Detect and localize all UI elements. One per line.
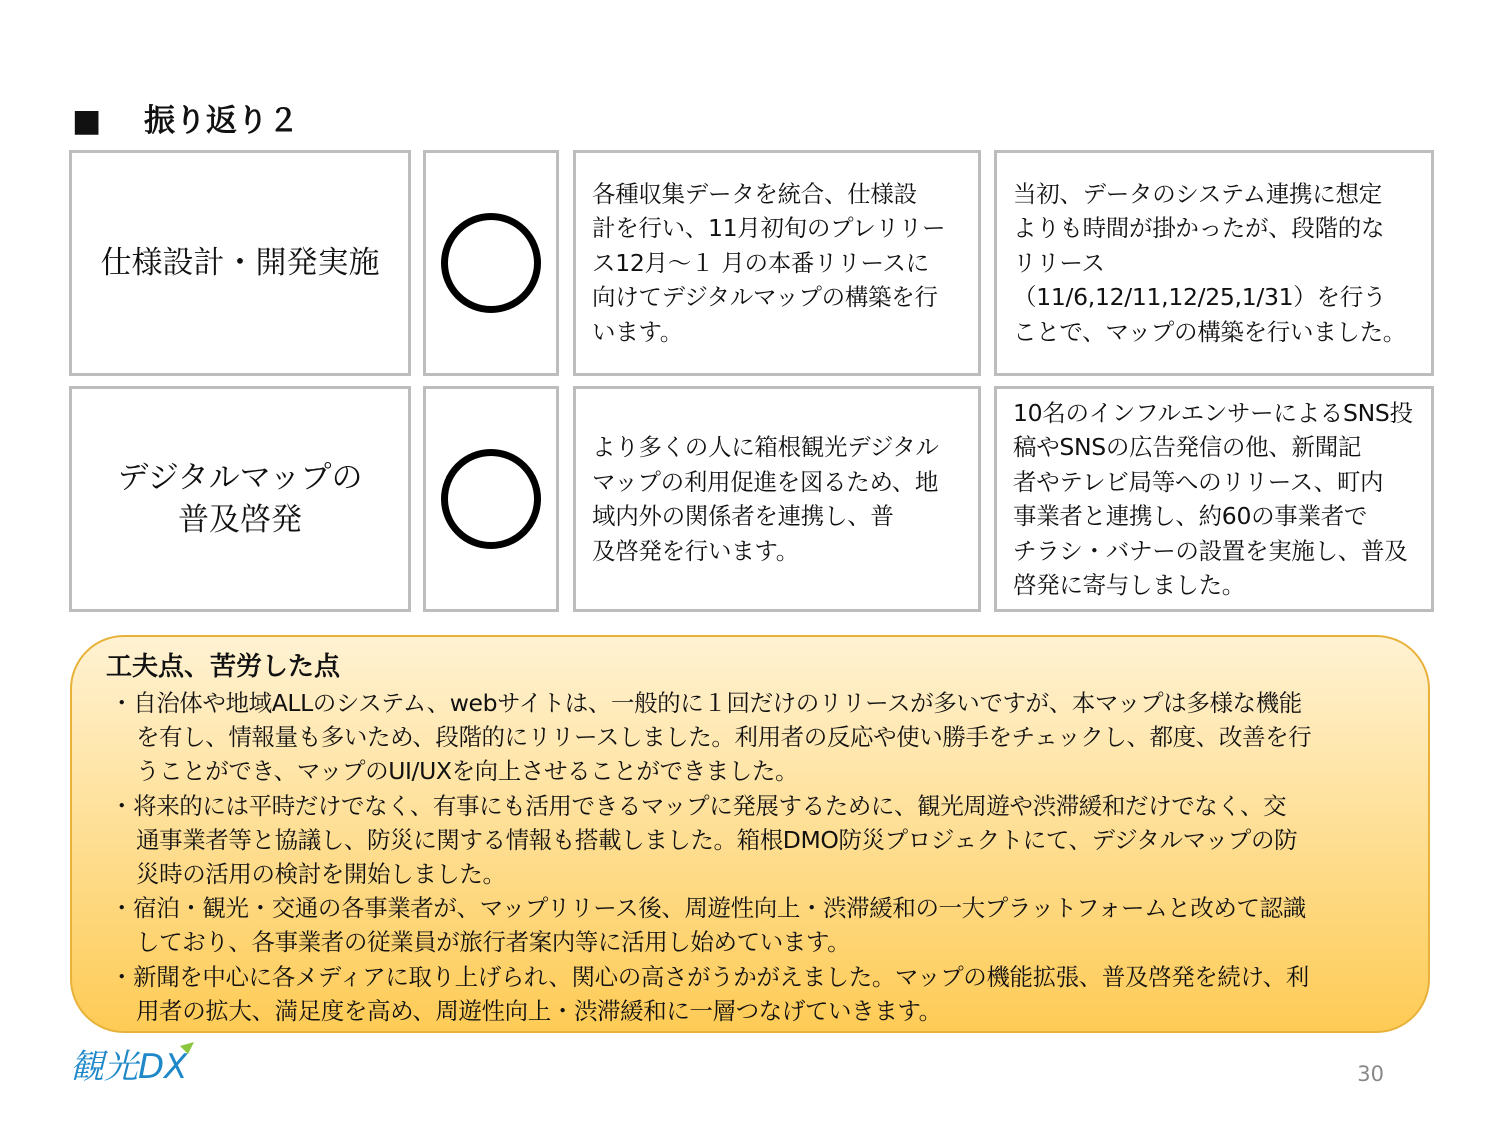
row-1-plan-cell — [573, 150, 981, 376]
row-2-plan-cell — [573, 386, 981, 612]
slide-heading — [72, 96, 299, 146]
row-1-result-text: 当初、データのシステム連携に想定 よりも時間が掛かったが、段階的な リリース （11/6,12/11,12/25,1/31）を行う ことで、マップの構築を行いました。 — [1013, 179, 1406, 346]
row-2-result-cell — [994, 386, 1434, 612]
row-1-label: 仕様設計・開発実施 — [100, 245, 380, 281]
callout-item: ・将来的には平時だけでなく、有事にも活用できるマップに発展するために、観光周遊や渋滞緩和だけでなく、交 通事業者等と協議し、防災に関する情報も搭載しました。箱根DMO防災プロジェクトにて、デジタルマップの防 災時の活用の検討を開始しました。 — [110, 791, 1298, 889]
kanko-dx-logo — [68, 1040, 198, 1088]
callout-item: ・自治体や地域ALLのシステム、webサイトは、一般的に１回だけのリリースが多いですが、本マップは多様な機能 を有し、情報量も多いため、段階的にリリースしました。利用者の反応や使い勝手をチェックし、都度、改善を行 うことができ、マップのUI/UXを向上させることができました。 — [110, 689, 1312, 786]
row-1-plan-text: 各種収集データを統合、仕様設 計を行い、11月初旬のプレリリー ス12月～１ 月の本番リリースに 向けてデジタルマップの構築を行 います。 — [592, 179, 946, 346]
callout-item: ・新聞を中心に各メディアに取り上げられ、関心の高さがうかがえました。マップの機能拡張、普及啓発を続け、利 用者の拡大、満足度を高め、周遊性向上・渋滞緩和に一層つなげていきます。 — [110, 962, 1309, 1025]
heading-bullet: ■ — [72, 103, 102, 139]
row-2-mark-cell — [423, 386, 559, 612]
heading-title: 振り返り２ — [144, 103, 299, 139]
row-1-mark-cell — [423, 150, 559, 376]
row-1-circle-mark-icon — [441, 213, 541, 313]
row-2-label: デジタルマップの 普及啓発 — [117, 460, 363, 538]
ingenuity-callout-box — [70, 635, 1430, 1033]
row-2-circle-mark-icon — [441, 449, 541, 549]
logo-text: 観光DX — [70, 1047, 188, 1087]
callout-item: ・宿泊・観光・交通の各事業者が、マップリリース後、周遊性向上・渋滞緩和の一大プラットフォームと改めて認識 しており、各事業者の従業員が旅行者案内等に活用し始めています。 — [110, 894, 1306, 957]
callout-title: 工夫点、苦労した点 — [106, 652, 341, 682]
row-1-result-cell — [994, 150, 1434, 376]
row-2-label-cell — [69, 386, 411, 612]
page-number: 30 — [1357, 1062, 1384, 1086]
row-2-plan-text: より多くの人に箱根観光デジタル マップの利用促進を図るため、地 域内外の関係者を連携し、普 及啓発を行います。 — [592, 433, 939, 565]
row-1-label-cell — [69, 150, 411, 376]
row-2-result-text: 10名のインフルエンサーによるSNS投 稿やSNSの広告発信の他、新聞記 者やテレビ局等へのリリース、町内 事業者と連携し、約60の事業者で チラシ・バナーの設置を実施し、普及 啓発に寄与しました。 — [1013, 398, 1413, 599]
